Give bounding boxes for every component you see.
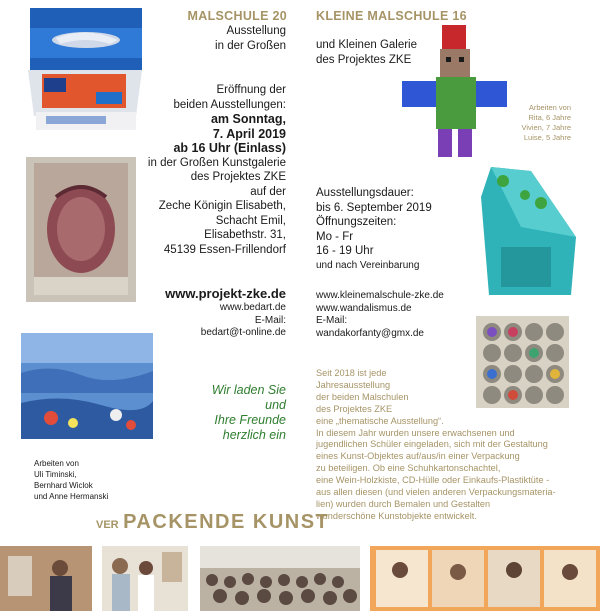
credits-line: Rita, 6 Jahre (528, 113, 571, 122)
paragraph-line: der beiden Malschulen (316, 391, 409, 402)
paragraph-line: Seit 2018 ist jede (316, 368, 387, 378)
photo-class-1 (0, 546, 92, 611)
left-credits (34, 458, 144, 502)
contact-block (86, 302, 286, 340)
venue-line: Elisabethstr. 31, (204, 229, 286, 241)
invitation-line: Wir laden Sie (211, 383, 286, 397)
artwork-tent-box (481, 167, 579, 297)
paragraph-line: zu beteiligen. Ob eine Schuhkartonschachtel, (316, 463, 501, 474)
credits-line: Luise, 5 Jahre (523, 133, 571, 142)
email-link[interactable]: wandakorfanty@gmx.de (316, 327, 424, 339)
paragraph-line: lien) wurden durch Bemalen und Gestalten (316, 498, 491, 509)
email-label: E-Mail: (316, 315, 348, 326)
title-prefix: VER (96, 519, 119, 531)
opening-time: ab 16 Uhr (Einlass) (173, 141, 286, 155)
venue-line: auf der (250, 185, 286, 198)
right-credits (491, 103, 571, 143)
opening-block (96, 83, 286, 257)
email-label: E-Mail: (254, 314, 286, 326)
paragraph-line: In diesem Jahr wurden unsere erwachsenen und (316, 427, 515, 438)
paragraph-line: eine Wein-Holzkiste, CD-Hülle oder Einkaufs-Plastiktüte - (316, 475, 550, 486)
appointment-note: und nach Vereinbarung (316, 259, 420, 271)
description-paragraph (316, 368, 586, 523)
intro-line: des Projektes ZKE (316, 53, 412, 66)
invitation-line: herzlich ein (222, 428, 286, 442)
website-link[interactable]: www.wandalismus.de (316, 302, 412, 314)
opening-label: beiden Ausstellungen: (173, 98, 286, 111)
paragraph-line: wunderschöne Kunstobjekte entwickelt. (316, 510, 477, 521)
invitation-line: Ihre Freunde (214, 413, 286, 427)
credits-line: und Anne Hermanski (34, 492, 109, 501)
exhibition-title (96, 511, 329, 534)
opening-date: 7. April 2019 (212, 126, 286, 141)
paragraph-line: aus allen diesen (und vielen anderen Verpackungsmateria- (316, 487, 556, 498)
credits-line: Arbeiten von (528, 103, 571, 112)
paragraph-line: eines Kunst-Objektes auf/aus/in einer Verpackung (316, 451, 520, 462)
website-link[interactable]: www.kleinemalschule-zke.de (316, 290, 444, 301)
right-contact (316, 290, 486, 340)
hours-label: Öffnungszeiten: (316, 216, 397, 228)
venue-line: Schacht Emil, (215, 214, 286, 227)
credits-line: Arbeiten von (34, 459, 79, 468)
credits-line: Bernhard Wiclok (34, 481, 93, 490)
paragraph-line: jugendlichen Schüler eingeladen, sich mit der Gestaltung (316, 439, 548, 450)
photo-audience (200, 546, 360, 611)
malschule-intro (106, 24, 286, 53)
intro-line: in der Großen (215, 39, 286, 52)
artwork-sea-painting (21, 333, 153, 439)
venue-line: 45139 Essen-Frillendorf (163, 243, 286, 256)
photo-collage-orange (370, 546, 600, 611)
intro-line: Ausstellung (226, 25, 286, 37)
schedule-block (316, 186, 476, 273)
credits-line: Uli Timinski, (34, 470, 77, 479)
kleine-intro (316, 38, 476, 67)
duration-value: bis 6. September 2019 (316, 201, 432, 214)
invitation-line: und (265, 398, 286, 412)
days-value: Mo - Fr (316, 230, 354, 243)
duration-label: Ausstellungsdauer: (316, 187, 414, 199)
venue-line: des Projektes ZKE (190, 171, 286, 183)
invitation-text (146, 383, 286, 443)
email-link[interactable]: bedart@t-online.de (200, 327, 286, 338)
paragraph-line: eine „thematische Ausstellung“. (316, 415, 444, 426)
hours-value: 16 - 19 Uhr (316, 245, 374, 257)
venue-line: Zeche Königin Elisabeth, (158, 200, 286, 212)
opening-label: Eröffnung der (216, 84, 286, 96)
photo-class-2 (102, 546, 188, 611)
intro-line: und Kleinen Galerie (316, 39, 418, 51)
credits-line: Vivien, 7 Jahre (521, 123, 571, 132)
paragraph-line: des Projektes ZKE (316, 403, 393, 414)
title-main: PACKENDE KUNST (123, 511, 330, 533)
kleine-malschule-heading: KLEINE MALSCHULE 16 (316, 9, 467, 23)
malschule-heading: MALSCHULE 20 (187, 9, 287, 23)
paragraph-line: Jahresausstellung (316, 379, 391, 390)
venue-line: in der Großen Kunstgalerie (147, 156, 286, 169)
website-link[interactable]: www.projekt-zke.de (165, 286, 286, 301)
opening-date: am Sonntag, (210, 112, 286, 126)
website-link[interactable]: www.bedart.de (219, 302, 286, 313)
